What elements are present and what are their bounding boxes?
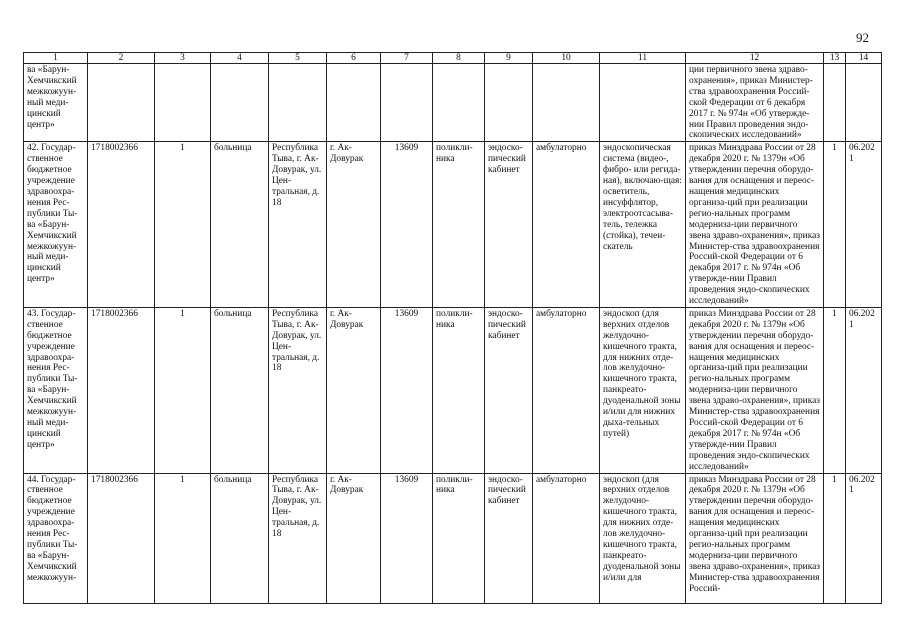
table-row-continued bbox=[24, 64, 882, 142]
column-header: 4 bbox=[211, 53, 269, 64]
count-cell bbox=[155, 64, 211, 142]
type-cell: больница bbox=[211, 473, 269, 603]
address-cell bbox=[269, 64, 327, 142]
regulation-cell: приказ Минздрава России от 28 декабря 2020 г. № 1379н «Об утверждении перечня оборудо-вания для оснащения и переос-нащения медицинских организа-ций при реализации регио-нальных программ модерниза-ции первичного звена здраво-охранения», приказ Министер-ства здравоохранения Россий- bbox=[686, 473, 824, 603]
code-cell: 13609 bbox=[381, 473, 433, 603]
column-number-row bbox=[24, 53, 882, 64]
room-cell: эндоско-пический кабинет bbox=[485, 142, 533, 308]
address-cell: Республика Тыва, г. Ак-Довурак, ул. Цен-тральная, д. 18 bbox=[269, 142, 327, 308]
city-cell: г. Ак-Довурак bbox=[327, 473, 381, 603]
equipment-cell bbox=[600, 64, 686, 142]
column-header: 10 bbox=[533, 53, 600, 64]
code-cell: 13609 bbox=[381, 307, 433, 473]
quantity-cell: 1 bbox=[824, 142, 846, 308]
institution-cell: 42. Государ-ственное бюджетное учреждение здравоохра-нения Рес-публики Ты-ва «Барун-Хемчикский межкожуун-ный меди-цинский центр» bbox=[24, 142, 88, 308]
code-cell: 13609 bbox=[381, 142, 433, 308]
count-cell: 1 bbox=[155, 473, 211, 603]
city-cell: г. Ак-Довурак bbox=[327, 142, 381, 308]
equipment-cell: эндоскоп (для верхних отделов желудочно-кишечного тракта, для нижних отде-лов желудочно-кишечного тракта, панкреато-дуоденальной зоны и/или для нижних дыха-тельных путей) bbox=[600, 307, 686, 473]
column-header: 5 bbox=[269, 53, 327, 64]
mode-cell bbox=[533, 64, 600, 142]
count-cell: 1 bbox=[155, 142, 211, 308]
inn-cell: 1718002366 bbox=[88, 307, 155, 473]
institution-cell: 44. Государ-ственное бюджетное учреждение здравоохра-нения Рес-публики Ты-ва «Барун-Хемчикский межкожуун- bbox=[24, 473, 88, 603]
date-cell bbox=[846, 64, 882, 142]
city-cell: г. Ак-Довурак bbox=[327, 307, 381, 473]
column-header: 6 bbox=[327, 53, 381, 64]
regulation-cell: приказ Минздрава России от 28 декабря 2020 г. № 1379н «Об утверждении перечня оборудо-вания для оснащения и переос-нащения медицинских организа-ций при реализации регио-нальных программ модерниза-ции первичного звена здраво-охранения», приказ Министер-ства здравоохранения Россий-ской Федерации от 6 декабря 2017 г. № 974н «Об утвержде-нии Правил проведения эндо-скопических исследований» bbox=[686, 142, 824, 308]
mode-cell: амбулаторно bbox=[533, 473, 600, 603]
column-header: 9 bbox=[485, 53, 533, 64]
regulation-cell: ции первичного звена здраво-охранения», приказ Министер-ства здравоохранения Россий-ской Федерации от 6 декабря 2017 г. № 974н «Об утвержде-нии Правил проведения эндо-скопических исследований» bbox=[686, 64, 824, 142]
regulation-cell: приказ Минздрава России от 28 декабря 2020 г. № 1379н «Об утверждении перечня оборудо-вания для оснащения и переос-нащения медицинских организа-ций при реализации регио-нальных программ модерниза-ции первичного звена здраво-охранения», приказ Министер-ства здравоохранения Россий-ской Федерации от 6 декабря 2017 г. № 974н «Об утвержде-нии Правил проведения эндо-скопических исследований» bbox=[686, 307, 824, 473]
inn-cell: 1718002366 bbox=[88, 473, 155, 603]
column-header: 12 bbox=[686, 53, 824, 64]
inn-cell bbox=[88, 64, 155, 142]
institution-cell: 43. Государ-ственное бюджетное учреждение здравоохра-нения Рес-публики Ты-ва «Барун-Хемчикский межкожуун-ный меди-цинский центр» bbox=[24, 307, 88, 473]
date-cell: 06.2021 bbox=[846, 473, 882, 603]
room-cell: эндоско-пический кабинет bbox=[485, 473, 533, 603]
mode-cell: амбулаторно bbox=[533, 142, 600, 308]
address-cell: Республика Тыва, г. Ак-Довурак, ул. Цен-тральная, д. 18 bbox=[269, 307, 327, 473]
unit-cell bbox=[433, 64, 485, 142]
equipment-table bbox=[23, 52, 882, 604]
column-header: 13 bbox=[824, 53, 846, 64]
date-cell: 06.2021 bbox=[846, 142, 882, 308]
page-number: 92 bbox=[856, 30, 869, 45]
quantity-cell: 1 bbox=[824, 307, 846, 473]
column-header: 3 bbox=[155, 53, 211, 64]
table-row bbox=[24, 473, 882, 603]
table-row bbox=[24, 142, 882, 308]
inn-cell: 1718002366 bbox=[88, 142, 155, 308]
unit-cell: поликли-ника bbox=[433, 307, 485, 473]
unit-cell: поликли-ника bbox=[433, 142, 485, 308]
column-header: 7 bbox=[381, 53, 433, 64]
unit-cell: поликли-ника bbox=[433, 473, 485, 603]
table-row bbox=[24, 307, 882, 473]
room-cell bbox=[485, 64, 533, 142]
count-cell: 1 bbox=[155, 307, 211, 473]
date-cell: 06.2021 bbox=[846, 307, 882, 473]
column-header: 11 bbox=[600, 53, 686, 64]
quantity-cell: 1 bbox=[824, 473, 846, 603]
column-header: 1 bbox=[24, 53, 88, 64]
institution-cell: ва «Барун-Хемчикский межкожуун-ный меди-цинский центр» bbox=[24, 64, 88, 142]
type-cell: больница bbox=[211, 142, 269, 308]
code-cell bbox=[381, 64, 433, 142]
column-header: 8 bbox=[433, 53, 485, 64]
type-cell bbox=[211, 64, 269, 142]
mode-cell: амбулаторно bbox=[533, 307, 600, 473]
type-cell: больница bbox=[211, 307, 269, 473]
column-header: 2 bbox=[88, 53, 155, 64]
room-cell: эндоско-пический кабинет bbox=[485, 307, 533, 473]
column-header: 14 bbox=[846, 53, 882, 64]
quantity-cell bbox=[824, 64, 846, 142]
equipment-cell: эндоскоп (для верхних отделов желудочно-кишечного тракта, для нижних отде-лов желудочно-кишечного тракта, панкреато-дуоденальной зоны и/или для bbox=[600, 473, 686, 603]
equipment-cell: эндоскопическая система (видео-, фибро- или регида-ная), включаю-щая: осветитель, инсуффлятор, электроотсасыва-тель, тележка (стойка), течеи-скатель bbox=[600, 142, 686, 308]
city-cell bbox=[327, 64, 381, 142]
address-cell: Республика Тыва, г. Ак-Довурак, ул. Цен-тральная, д. 18 bbox=[269, 473, 327, 603]
